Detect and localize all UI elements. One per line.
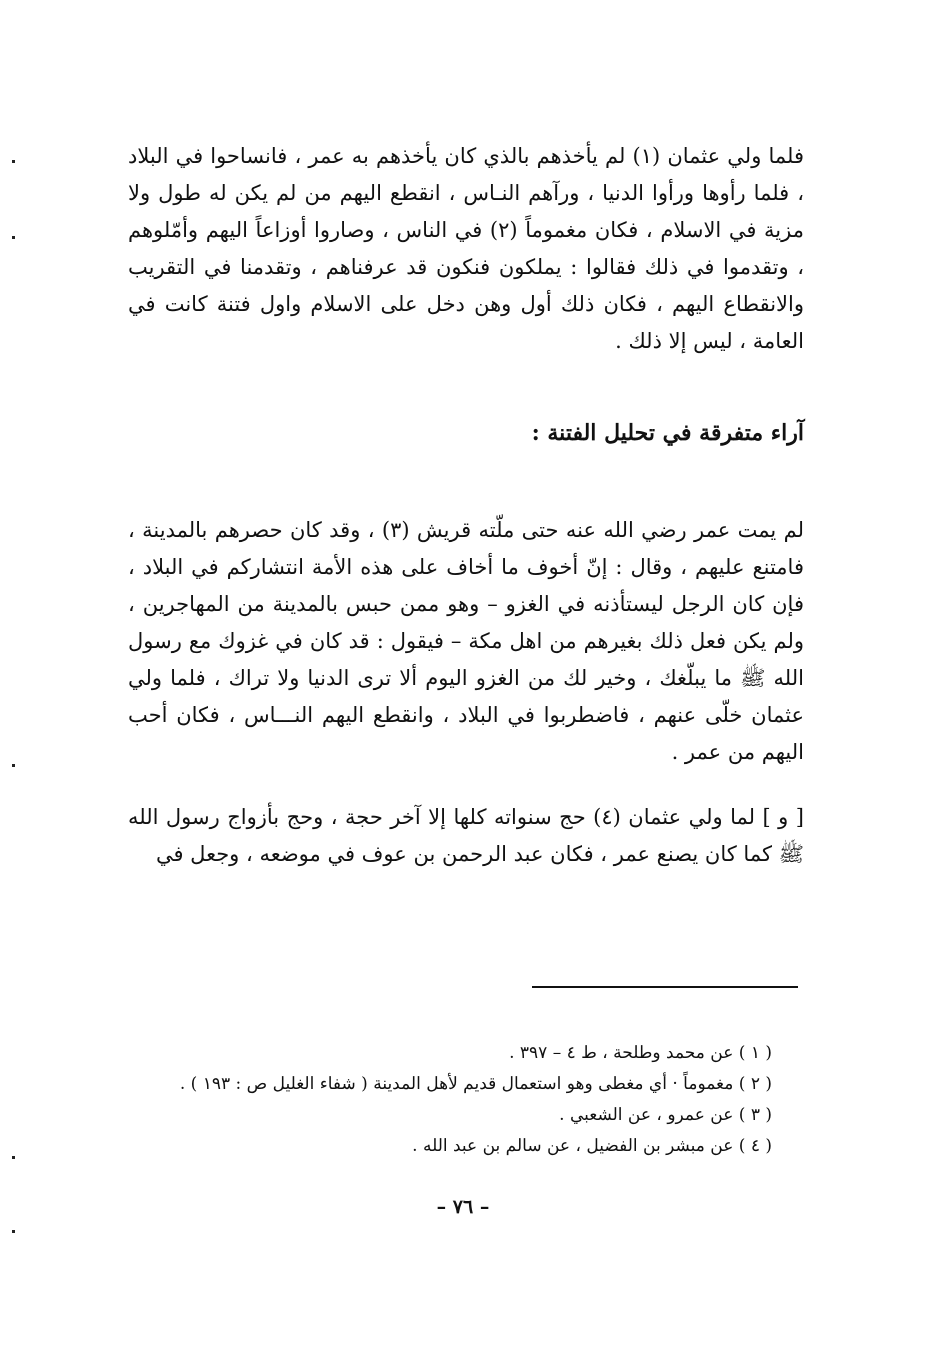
footnotes (150, 1038, 772, 1162)
paragraph-3: [ و ] لما ولي عثمان (٤) حج سنواته كلها إلا آخر حجة ، وحج بأزواج رسول الله ﷺ كما كان يصنع عمر ، فكان عبد الرحمن بن عوف في موضعه ، وجعل في (128, 805, 804, 866)
paragraph-1: فلما ولي عثمان (١) لم يأخذهم بالذي كان يأخذهم به عمر ، فانساحوا في البلاد ، فلما رأوها ورأوا الدنيا ، ورآهم النـاس ، انقطع اليهم من لم يكن له طول ولا مزية في الاسلام ، فكان مغموماً (٢) في الناس ، وصاروا أوزاعاً اليهم وأمّلوهم ، وتقدموا في ذلك فقالوا : يملكون فنكون قد عرفناهم ، وتقدمنا في التقريب والانقطاع اليهم ، فكان ذلك أول وهن دخل على الاسلام واول فتنة كانت في العامة ، ليس إلا ذلك . (128, 144, 804, 353)
edge-mark (12, 1156, 15, 1159)
edge-mark (12, 160, 15, 163)
page-number: – ٧٦ – (436, 1196, 490, 1218)
footnote-divider (532, 986, 798, 988)
edge-mark (12, 1230, 15, 1233)
edge-mark (12, 764, 15, 767)
page-body (128, 138, 804, 873)
footnote-4: ( ٤ ) عن مبشر بن الفضيل ، عن سالم بن عبد الله . (412, 1136, 772, 1156)
paragraph-2: لم يمت عمر رضي الله عنه حتى ملّته قريش (٣) ، وقد كان حصرهم بالمدينة ، فامتنع عليهم ، وقال : إنّ أخوف ما أخاف على هذه الأمة انتشاركم في البلاد ، فإن كان الرجل ليستأذنه في الغزو – وهو ممن حبس بالمدينة من المهاجرين ، ولم يكن فعل ذلك بغيرهم من اهل مكة – فيقول : قد كان في غزوك مع رسول الله ﷺ ما يبلّغك ، وخير لك من الغزو اليوم ألا ترى الدنيا ولا تراك ، فلما ولي عثمان خلّى عنهم ، فاضطربوا في البلاد ، وانقطع اليهم النـــاس ، فكان أحب اليهم من عمر . (128, 518, 804, 764)
footnote-3: ( ٣ ) عن عمرو ، عن الشعبي . (559, 1105, 772, 1125)
section-heading: آراء متفرقة في تحليل الفتنة : (531, 420, 804, 446)
edge-mark (12, 236, 15, 239)
footnote-2: ( ٢ ) مغموماً · أي مغطى وهو استعمال قديم لأهل المدينة ( شفاء الغليل ص : ١٩٣ ) . (179, 1074, 772, 1094)
footnote-1: ( ١ ) عن محمد وطلحة ، ط ٤ – ٣٩٧ . (509, 1043, 772, 1063)
